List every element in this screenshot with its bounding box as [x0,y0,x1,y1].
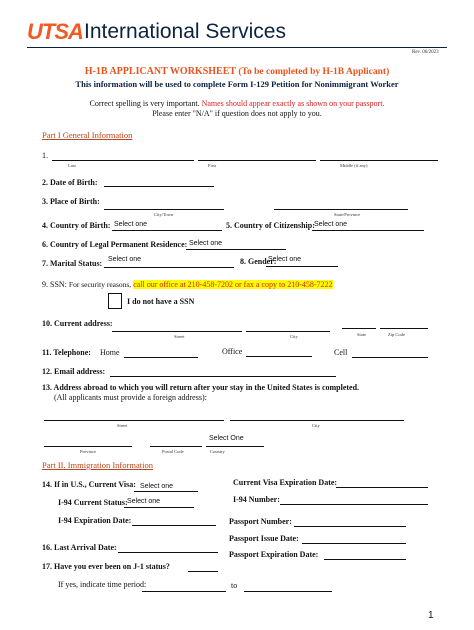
city-caption: City [290,334,298,339]
country-lpr-select[interactable]: Select one [189,240,223,247]
j1-status-label: 17. Have you ever been on J-1 status? [42,562,170,571]
j1-period-to-field[interactable] [244,591,332,592]
section-heading-general: Part I General Information [42,130,133,140]
tel-office-field[interactable] [246,356,312,357]
abroad-address-sublabel: (All applicants must provide a foreign address): [54,393,207,402]
i94-number-label: I-94 Number: [233,495,280,504]
j1-status-field[interactable] [188,571,218,572]
first-name-caption: First [208,163,217,168]
tel-home-field[interactable] [124,357,198,358]
abroad-country-field [206,446,264,447]
i94-expiration-label: I-94 Expiration Date: [58,516,132,525]
section-heading-immigration: Part II. Immigration Information [42,460,153,470]
country-citizenship-label: 5. Country of Citizenship: [226,221,315,230]
abroad-province-caption: Province [80,449,96,454]
current-visa-select[interactable]: Select one [140,483,174,490]
j1-period-label: If yes, indicate time period: [58,580,147,589]
middle-name-caption: Middle (if any) [340,163,368,168]
address-state-field[interactable] [342,328,376,329]
country-birth-underline [112,230,222,231]
state-caption: State [357,332,366,337]
tel-office-label: Office [222,347,243,356]
email-field[interactable] [110,376,336,377]
tel-cell-field[interactable] [352,357,428,358]
middle-name-field[interactable] [320,160,438,161]
i94-status-label: I-94 Current Status: [58,498,128,507]
i94-number-field[interactable] [280,504,428,505]
last-name-caption: Last [68,163,76,168]
pob-city-field[interactable] [104,209,224,210]
country-citizenship-select[interactable]: Select one [314,221,348,228]
j1-period-from-field[interactable] [142,591,226,592]
worksheet-title [0,66,474,77]
marital-status-underline [104,267,234,268]
passport-issue-field[interactable] [302,543,406,544]
country-lpr-underline [186,249,286,250]
pob-state-caption: State/Province [334,212,361,217]
abroad-street-field[interactable] [44,420,224,421]
current-visa-label: 14. If in U.S., Current Visa: [42,480,136,489]
tel-cell-label: Cell [334,348,348,357]
title-paren: (To be completed by H-1B Applicant) [238,67,390,77]
pob-state-field[interactable] [274,209,408,210]
country-citizenship-underline [312,230,424,231]
passport-number-label: Passport Number: [229,517,292,526]
zip-caption: Zip Code [388,332,405,337]
last-name-field[interactable] [52,160,194,161]
ssn-call-office: call our office at 210-458-7202 or fax a copy to 210-458-7222 [133,280,333,289]
passport-name-note: Names should appear exactly as shown on your passport. [201,99,385,108]
address-city-field[interactable] [246,331,330,332]
revision-date: Rev. 06/2023 [412,50,439,55]
marital-status-label: 7. Marital Status: [42,259,103,268]
gender-select[interactable]: Select one [268,256,302,263]
na-instruction: Please enter "N/A" if question does not apply to you. [152,109,322,118]
worksheet-subtitle: This information will be used to complete Form I-129 Petition for Nonimmigrant Worker [75,79,399,89]
no-ssn-label: I do not have a SSN [127,297,195,306]
country-lpr-label: 6. Country of Legal Permanent Residence: [42,240,188,249]
tel-home-label: Home [100,348,120,357]
dob-label: 2. Date of Birth: [42,178,98,187]
abroad-street-caption: Street [117,423,128,428]
telephone-label: 11. Telephone: [42,348,91,357]
dob-field[interactable] [104,186,214,187]
country-birth-select[interactable]: Select one [114,221,148,228]
abroad-postal-field[interactable] [150,446,202,447]
first-name-field[interactable] [198,160,316,161]
passport-number-field[interactable] [294,526,406,527]
abroad-address-label: 13. Address abroad to which you will return after your stay in the United States is completed. [42,383,360,392]
pob-label: 3. Place of Birth: [42,197,100,206]
ssn-label: 9. SSN: [42,280,67,289]
last-arrival-label: 16. Last Arrival Date: [42,543,117,552]
marital-status-select[interactable]: Select one [108,256,142,263]
pob-city-caption: City/Town [154,212,174,217]
current-visa-underline [134,491,198,492]
visa-expiration-field[interactable] [336,487,428,488]
i94-expiration-field[interactable] [132,525,216,526]
header-rule [27,47,447,48]
gender-label: 8. Gender: [240,257,277,266]
country-birth-label: 4. Country of Birth: [42,221,111,230]
passport-expiration-label: Passport Expiration Date: [229,550,319,559]
passport-expiration-field[interactable] [324,559,406,560]
q1-number: 1. [42,151,48,160]
current-address-label: 10. Current address: [42,319,113,328]
abroad-postal-caption: Postal Code [162,449,184,454]
i94-status-select[interactable]: Select one [127,498,161,505]
abroad-country-select[interactable]: Select One [209,435,244,442]
title-main: H-1B APPLICANT WORKSHEET [84,66,236,77]
ssn-row [42,280,333,289]
last-arrival-field[interactable] [118,552,218,553]
street-caption: Street [174,334,185,339]
page-number: 1 [428,610,434,621]
abroad-city-caption: City [312,423,320,428]
abroad-city-field[interactable] [230,420,404,421]
address-zip-field[interactable] [380,328,428,329]
address-street-field[interactable] [112,331,242,332]
spelling-instruction [0,99,474,108]
passport-issue-label: Passport Issue Date: [229,534,299,543]
gender-underline [266,266,338,267]
i94-status-underline [124,507,194,508]
utsa-logo: UTSA [27,19,83,44]
spelling-note: Correct spelling is very important. [89,99,200,108]
abroad-country-caption: Country [210,449,225,454]
visa-expiration-label: Current Visa Expiration Date: [233,478,338,487]
logo-text: International Services [84,20,286,43]
email-label: 12. Email address: [42,367,106,376]
j1-period-to-label: to [231,581,238,590]
abroad-province-field[interactable] [44,446,132,447]
no-ssn-checkbox[interactable] [108,293,122,309]
ssn-security-text: For security reasons, [68,280,132,289]
